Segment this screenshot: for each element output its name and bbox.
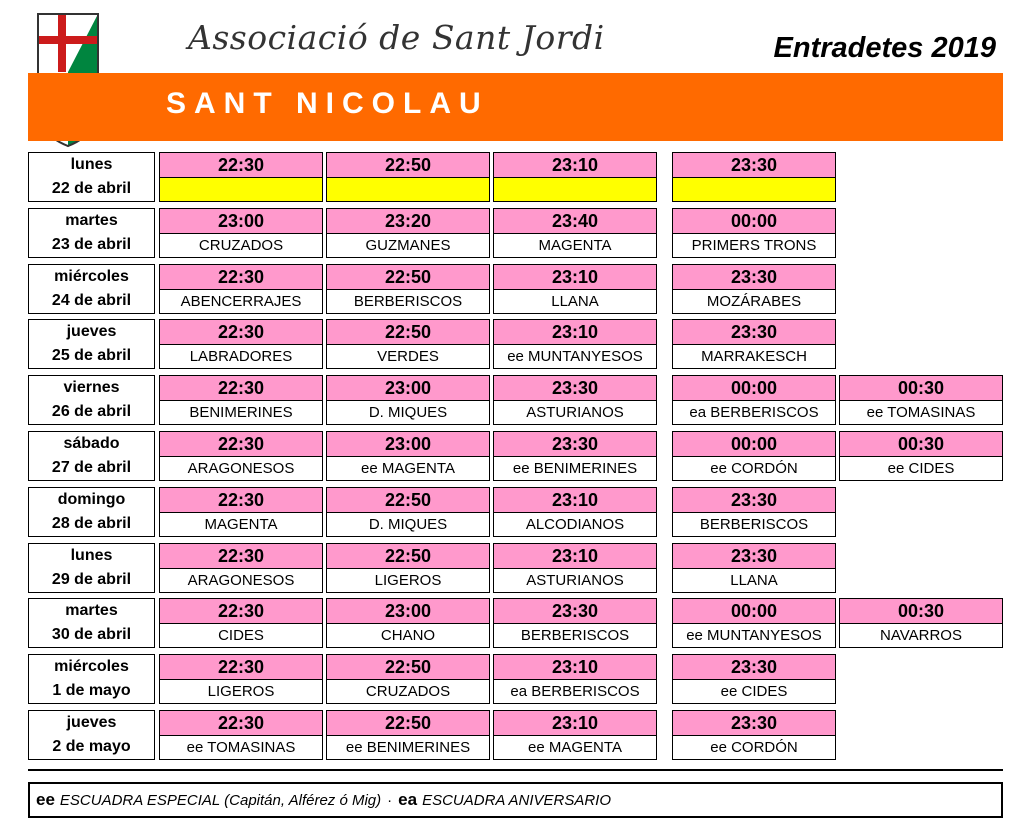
band-title: SANT NICOLAU [166, 87, 489, 120]
slot-name-pending [160, 178, 322, 201]
day-cell [28, 208, 155, 258]
legend-ea-text: ESCUADRA ANIVERSARIO [422, 791, 612, 809]
day-date: 25 de abril [51, 347, 132, 364]
slot-name: ABENCERRAJES [180, 293, 302, 310]
slot-name: LLANA [730, 572, 778, 589]
slot-name: ea BERBERISCOS [689, 404, 819, 421]
slot-time: 22:50 [327, 265, 489, 290]
slot-time: 22:30 [160, 655, 322, 680]
slot-cell [326, 264, 490, 314]
divider [28, 769, 1003, 771]
slot-cell [493, 264, 657, 314]
slot-time: 23:30 [673, 320, 835, 345]
day-name: miércoles [54, 658, 129, 675]
slot-time: 23:10 [494, 320, 656, 345]
slot-cell [493, 654, 657, 704]
slot-name: ea BERBERISCOS [510, 683, 640, 700]
slot-cell [493, 208, 657, 258]
slot-cell [839, 431, 1003, 481]
slot-name: CRUZADOS [365, 683, 451, 700]
slot-cell [159, 654, 323, 704]
slot-cell [672, 654, 836, 704]
page-title: Entradetes 2019 [773, 32, 996, 64]
day-cell [28, 487, 155, 537]
slot-cell [839, 375, 1003, 425]
slot-name: ee BENIMERINES [345, 739, 471, 756]
slot-name: ee BENIMERINES [512, 460, 638, 477]
slot-time: 23:10 [494, 544, 656, 569]
legend-ee-text: ESCUADRA ESPECIAL (Capitán, Alférez ó Mig) [59, 791, 382, 809]
slot-cell [326, 487, 490, 537]
slot-name: ee MUNTANYESOS [686, 627, 822, 644]
slot-time: 22:50 [327, 488, 489, 513]
slot-name: LLANA [551, 293, 599, 310]
slot-cell [159, 319, 323, 369]
slot-cell [672, 208, 836, 258]
slot-time: 23:10 [494, 655, 656, 680]
slot-cell [326, 543, 490, 593]
slot-name: ee TOMASINAS [186, 739, 296, 756]
slot-name: D. MIQUES [368, 516, 448, 533]
slot-cell [493, 152, 657, 202]
slot-cell [493, 319, 657, 369]
slot-time: 00:00 [673, 376, 835, 401]
day-date: 2 de mayo [52, 738, 131, 755]
slot-time: 22:50 [327, 544, 489, 569]
day-cell [28, 375, 155, 425]
slot-name-pending [494, 178, 656, 201]
day-date: 26 de abril [51, 403, 132, 420]
slot-name: ARAGONESOS [187, 460, 295, 477]
slot-cell [493, 543, 657, 593]
slot-time: 23:00 [327, 599, 489, 624]
slot-cell [493, 431, 657, 481]
slot-time: 23:10 [494, 488, 656, 513]
slot-cell [493, 710, 657, 760]
slot-name: ee CIDES [887, 460, 955, 477]
slot-cell [326, 208, 490, 258]
slot-time: 22:30 [160, 711, 322, 736]
day-name: jueves [66, 714, 117, 731]
slot-time: 00:30 [840, 599, 1002, 624]
slot-cell [159, 431, 323, 481]
slot-time: 23:30 [673, 655, 835, 680]
slot-time: 23:30 [673, 544, 835, 569]
slot-cell [672, 375, 836, 425]
slot-name: ee MUNTANYESOS [507, 348, 643, 365]
day-cell [28, 431, 155, 481]
slot-time: 22:50 [327, 320, 489, 345]
slot-time: 23:10 [494, 711, 656, 736]
slot-name: BENIMERINES [189, 404, 293, 421]
slot-name: BERBERISCOS [520, 627, 630, 644]
slot-cell [159, 543, 323, 593]
slot-name: LIGEROS [207, 683, 275, 700]
slot-cell [493, 598, 657, 648]
slot-cell [326, 598, 490, 648]
slot-cell [326, 375, 490, 425]
slot-time: 23:30 [673, 153, 835, 178]
day-name: miércoles [54, 268, 129, 285]
slot-time: 22:50 [327, 153, 489, 178]
slot-cell [493, 487, 657, 537]
slot-name: CHANO [380, 627, 436, 644]
day-date: 24 de abril [51, 292, 132, 309]
slot-name: BERBERISCOS [353, 293, 463, 310]
slot-name: VERDES [377, 348, 439, 365]
day-cell [28, 654, 155, 704]
slot-cell [159, 487, 323, 537]
legend-ee-abbr: ee [36, 790, 55, 809]
day-name: martes [65, 212, 118, 229]
slot-name: ee TOMASINAS [866, 404, 976, 421]
day-cell [28, 319, 155, 369]
day-cell [28, 710, 155, 760]
slot-cell [326, 152, 490, 202]
slot-name: MAGENTA [538, 237, 612, 254]
slot-name: MAGENTA [204, 516, 278, 533]
slot-name: ee CIDES [720, 683, 788, 700]
slot-cell [672, 598, 836, 648]
slot-time: 23:30 [494, 599, 656, 624]
slot-time: 00:00 [673, 209, 835, 234]
day-date: 27 de abril [51, 459, 132, 476]
slot-cell [326, 319, 490, 369]
day-name: martes [65, 602, 118, 619]
slot-cell [326, 710, 490, 760]
slot-cell [159, 598, 323, 648]
slot-time: 23:30 [673, 265, 835, 290]
slot-name: MOZÁRABES [706, 293, 802, 310]
slot-time: 22:30 [160, 488, 322, 513]
slot-name: GUZMANES [365, 237, 451, 254]
slot-time: 23:30 [494, 376, 656, 401]
slot-name: ALCODIANOS [525, 516, 625, 533]
day-name: lunes [70, 156, 113, 173]
slot-cell [672, 543, 836, 593]
day-date: 29 de abril [51, 571, 132, 588]
slot-name: ee CORDÓN [710, 739, 798, 756]
slot-cell [672, 264, 836, 314]
slot-cell [672, 319, 836, 369]
slot-time: 22:30 [160, 376, 322, 401]
slot-cell [839, 598, 1003, 648]
day-date: 1 de mayo [52, 682, 131, 699]
slot-time: 23:10 [494, 265, 656, 290]
slot-time: 23:30 [673, 488, 835, 513]
day-name: lunes [70, 547, 113, 564]
slot-name: NAVARROS [880, 627, 962, 644]
slot-cell [159, 375, 323, 425]
association-name: Associació de Sant Jordi [188, 18, 605, 57]
day-name: viernes [63, 379, 120, 396]
slot-time: 23:00 [327, 376, 489, 401]
legend-separator: · [387, 791, 393, 809]
slot-name: D. MIQUES [368, 404, 448, 421]
legend-ea-abbr: ea [398, 790, 418, 809]
day-cell [28, 152, 155, 202]
slot-name-pending [673, 178, 835, 201]
day-date: 28 de abril [51, 515, 132, 532]
slot-time: 22:30 [160, 265, 322, 290]
slot-cell [672, 487, 836, 537]
slot-name: CRUZADOS [198, 237, 284, 254]
slot-name: CIDES [218, 627, 264, 644]
slot-cell [672, 152, 836, 202]
slot-cell [159, 152, 323, 202]
day-name: jueves [66, 323, 117, 340]
slot-time: 22:30 [160, 432, 322, 457]
slot-name: BERBERISCOS [699, 516, 809, 533]
day-name: sábado [63, 435, 120, 452]
slot-time: 00:00 [673, 599, 835, 624]
day-name: domingo [57, 491, 126, 508]
slot-time: 22:30 [160, 320, 322, 345]
day-cell [28, 264, 155, 314]
slot-name: ARAGONESOS [187, 572, 295, 589]
slot-time: 22:30 [160, 544, 322, 569]
slot-name-pending [327, 178, 489, 201]
slot-cell [159, 208, 323, 258]
slot-time: 23:20 [327, 209, 489, 234]
day-cell [28, 598, 155, 648]
slot-cell [159, 264, 323, 314]
slot-cell [493, 375, 657, 425]
slot-cell [159, 710, 323, 760]
slot-time: 22:30 [160, 599, 322, 624]
slot-cell [326, 654, 490, 704]
slot-time: 23:10 [494, 153, 656, 178]
slot-name: PRIMERS TRONS [691, 237, 817, 254]
slot-time: 23:00 [160, 209, 322, 234]
day-cell [28, 543, 155, 593]
slot-cell [672, 710, 836, 760]
slot-name: MARRAKESCH [701, 348, 807, 365]
legend [28, 782, 1003, 818]
slot-name: LIGEROS [374, 572, 442, 589]
slot-name: ASTURIANOS [526, 404, 624, 421]
slot-time: 23:30 [494, 432, 656, 457]
slot-name: ee MAGENTA [361, 460, 455, 477]
slot-cell [326, 431, 490, 481]
slot-time: 00:00 [673, 432, 835, 457]
slot-time: 22:30 [160, 153, 322, 178]
slot-name: ee MAGENTA [528, 739, 622, 756]
slot-cell [672, 431, 836, 481]
slot-name: ee CORDÓN [710, 460, 798, 477]
slot-time: 00:30 [840, 376, 1002, 401]
slot-time: 23:30 [673, 711, 835, 736]
slot-time: 22:50 [327, 711, 489, 736]
slot-name: ASTURIANOS [526, 572, 624, 589]
slot-name: LABRADORES [189, 348, 293, 365]
slot-time: 23:40 [494, 209, 656, 234]
slot-time: 23:00 [327, 432, 489, 457]
day-date: 23 de abril [51, 236, 132, 253]
slot-time: 00:30 [840, 432, 1002, 457]
day-date: 22 de abril [51, 180, 132, 197]
day-date: 30 de abril [51, 626, 132, 643]
slot-time: 22:50 [327, 655, 489, 680]
